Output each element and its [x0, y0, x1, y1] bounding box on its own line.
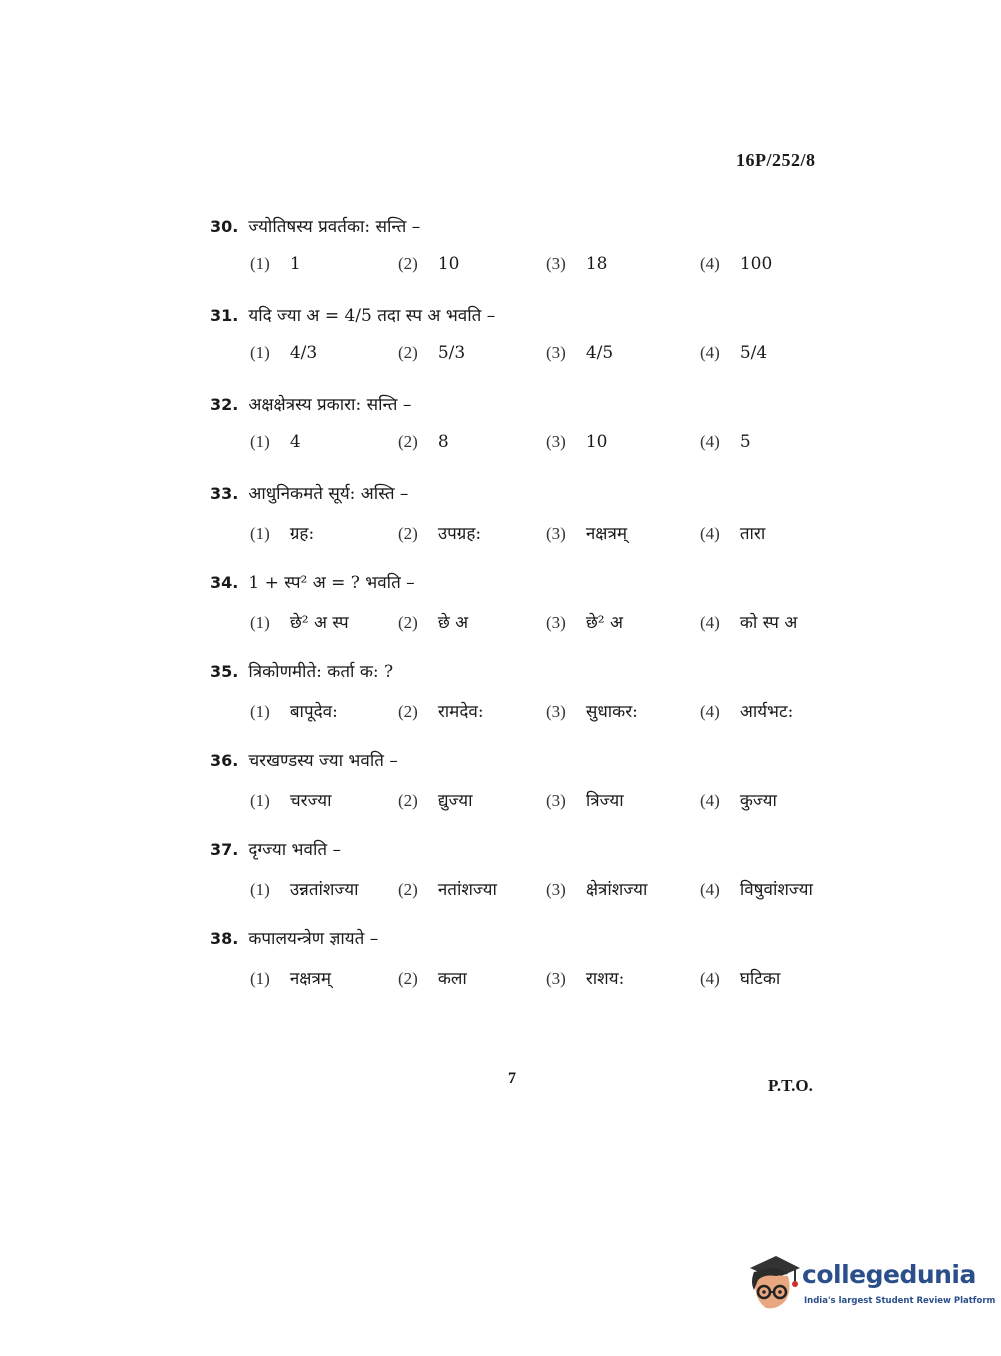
option-number: (4) — [700, 613, 720, 632]
option-1 — [250, 343, 317, 363]
option-text: 5 — [739, 432, 751, 452]
option-2 — [398, 699, 484, 722]
option-number: (2) — [398, 702, 418, 721]
option-number: (4) — [700, 880, 720, 899]
option-3 — [546, 788, 624, 811]
option-number: (2) — [398, 969, 418, 988]
option-number: (1) — [250, 969, 270, 988]
option-number: (2) — [398, 432, 418, 451]
option-text: घटिका — [739, 969, 781, 989]
option-text: नक्षत्रम् — [289, 969, 332, 989]
option-3 — [546, 432, 607, 452]
page-number: 7 — [508, 1070, 516, 1087]
question-31 — [0, 303, 1001, 392]
option-number: (2) — [398, 343, 418, 362]
option-4 — [700, 877, 813, 900]
option-text: कुज्या — [739, 791, 777, 811]
option-number: (3) — [546, 432, 566, 451]
option-text: 4/5 — [585, 343, 614, 363]
option-number: (4) — [700, 791, 720, 810]
option-text: सुधाकर: — [585, 702, 638, 722]
option-number: (3) — [546, 969, 566, 988]
option-text: उपग्रह: — [437, 524, 482, 544]
option-number: (3) — [546, 791, 566, 810]
option-text: 10 — [585, 432, 608, 452]
option-number: (1) — [250, 343, 270, 362]
question-37 — [0, 837, 1001, 926]
question-35 — [0, 659, 1001, 748]
option-text: तारा — [739, 524, 766, 544]
question-number: 33. — [210, 484, 239, 503]
option-number: (1) — [250, 254, 270, 273]
option-4 — [700, 343, 767, 363]
question-30 — [0, 214, 1001, 303]
question-stem — [210, 481, 408, 504]
option-2 — [398, 788, 473, 811]
option-text: द्युज्या — [437, 791, 473, 811]
option-text: विषुवांशज्या — [739, 880, 813, 900]
question-number: 37. — [210, 840, 239, 859]
option-text: उन्नतांशज्या — [289, 880, 359, 900]
option-number: (1) — [250, 791, 270, 810]
paper-code: 16P/252/8 — [736, 150, 816, 170]
option-3 — [546, 699, 638, 722]
pto-label: P.T.O. — [768, 1076, 813, 1095]
question-number: 36. — [210, 751, 239, 770]
option-text: रामदेव: — [437, 702, 484, 722]
question-text: चरखण्डस्य ज्या भवति – — [248, 751, 398, 771]
option-number: (2) — [398, 524, 418, 543]
option-text: क्षेत्रांशज्या — [585, 880, 648, 900]
question-text: 1 + स्प² अ = ? भवति – — [248, 573, 415, 593]
option-text: को स्प अ — [739, 613, 798, 633]
option-2 — [398, 966, 467, 989]
option-text: ग्रह: — [289, 524, 315, 544]
option-4 — [700, 432, 751, 452]
option-text: चरज्या — [289, 791, 332, 811]
option-number: (4) — [700, 524, 720, 543]
question-33 — [0, 481, 1001, 570]
option-number: (3) — [546, 702, 566, 721]
option-number: (2) — [398, 254, 418, 273]
option-4 — [700, 699, 793, 722]
question-text: त्रिकोणमीते: कर्ता क: ? — [248, 662, 394, 682]
question-text: अक्षक्षेत्रस्य प्रकारा: सन्ति – — [248, 395, 412, 415]
question-number: 34. — [210, 573, 239, 592]
option-number: (3) — [546, 880, 566, 899]
question-38 — [0, 926, 1001, 1015]
option-3 — [546, 610, 623, 633]
question-number: 35. — [210, 662, 239, 681]
option-text: 5/3 — [437, 343, 466, 363]
question-number: 31. — [210, 306, 239, 325]
question-stem — [210, 748, 398, 771]
question-text: कपालयन्त्रेण ज्ञायते – — [248, 929, 379, 949]
option-text: 5/4 — [739, 343, 768, 363]
option-text: 4/3 — [289, 343, 318, 363]
question-number: 32. — [210, 395, 239, 414]
question-stem — [210, 392, 411, 415]
option-number: (3) — [546, 524, 566, 543]
option-number: (2) — [398, 880, 418, 899]
question-32 — [0, 392, 1001, 481]
option-text: आर्यभट: — [739, 702, 794, 722]
question-number: 30. — [210, 217, 239, 236]
question-text: आधुनिकमते सूर्य: अस्ति – — [248, 484, 409, 504]
question-stem — [210, 303, 495, 326]
option-3 — [546, 254, 607, 274]
option-number: (1) — [250, 702, 270, 721]
option-text: कला — [437, 969, 467, 989]
option-text: नतांशज्या — [437, 880, 497, 900]
option-text: छे अ — [437, 613, 469, 633]
option-2 — [398, 343, 465, 363]
question-stem — [210, 570, 415, 593]
graduate-cap-face-icon — [742, 1250, 800, 1312]
option-1 — [250, 699, 338, 722]
option-number: (4) — [700, 254, 720, 273]
option-3 — [546, 877, 647, 900]
question-36 — [0, 748, 1001, 837]
logo-wordmark: collegedunia — [802, 1260, 976, 1289]
option-text: 100 — [739, 254, 773, 274]
option-text: छे² अ — [585, 613, 623, 633]
option-1 — [250, 432, 301, 452]
collegedunia-logo[interactable] — [742, 1250, 996, 1314]
option-number: (2) — [398, 613, 418, 632]
option-text: राशय: — [585, 969, 625, 989]
question-stem — [210, 214, 420, 237]
option-number: (3) — [546, 254, 566, 273]
option-3 — [546, 966, 624, 989]
option-text: बापूदेव: — [289, 702, 338, 722]
option-number: (1) — [250, 432, 270, 451]
option-4 — [700, 788, 777, 811]
option-number: (1) — [250, 613, 270, 632]
option-text: 4 — [289, 432, 301, 452]
option-3 — [546, 343, 613, 363]
option-number: (4) — [700, 702, 720, 721]
option-number: (2) — [398, 791, 418, 810]
option-number: (1) — [250, 880, 270, 899]
option-text: त्रिज्या — [585, 791, 624, 811]
option-text: नक्षत्रम् — [585, 524, 628, 544]
option-2 — [398, 521, 481, 544]
option-4 — [700, 254, 772, 274]
option-1 — [250, 788, 332, 811]
option-1 — [250, 877, 358, 900]
option-1 — [250, 254, 301, 274]
option-2 — [398, 254, 459, 274]
option-number: (1) — [250, 524, 270, 543]
option-number: (4) — [700, 343, 720, 362]
option-1 — [250, 521, 314, 544]
option-text: 1 — [289, 254, 301, 274]
option-2 — [398, 877, 497, 900]
question-34 — [0, 570, 1001, 659]
option-text: 8 — [437, 432, 449, 452]
option-text: 10 — [437, 254, 460, 274]
logo-tagline: India's largest Student Review Platform — [804, 1296, 996, 1306]
option-number: (3) — [546, 343, 566, 362]
question-text: दृग्ज्या भवति – — [248, 840, 341, 860]
option-number: (4) — [700, 432, 720, 451]
option-4 — [700, 521, 765, 544]
question-text: यदि ज्या अ = 4/5 तदा स्प अ भवति – — [248, 306, 496, 326]
option-number: (4) — [700, 969, 720, 988]
question-stem — [210, 837, 341, 860]
question-list — [0, 214, 1001, 1015]
option-4 — [700, 966, 780, 989]
question-text: ज्योतिषस्य प्रवर्तका: सन्ति – — [248, 217, 421, 237]
question-number: 38. — [210, 929, 239, 948]
option-number: (3) — [546, 613, 566, 632]
option-text: 18 — [585, 254, 608, 274]
option-4 — [700, 610, 797, 633]
question-stem — [210, 659, 393, 682]
option-2 — [398, 432, 449, 452]
option-1 — [250, 610, 349, 633]
option-text: छे² अ स्प — [289, 613, 349, 633]
option-1 — [250, 966, 331, 989]
option-2 — [398, 610, 468, 633]
option-3 — [546, 521, 627, 544]
question-stem — [210, 926, 378, 949]
